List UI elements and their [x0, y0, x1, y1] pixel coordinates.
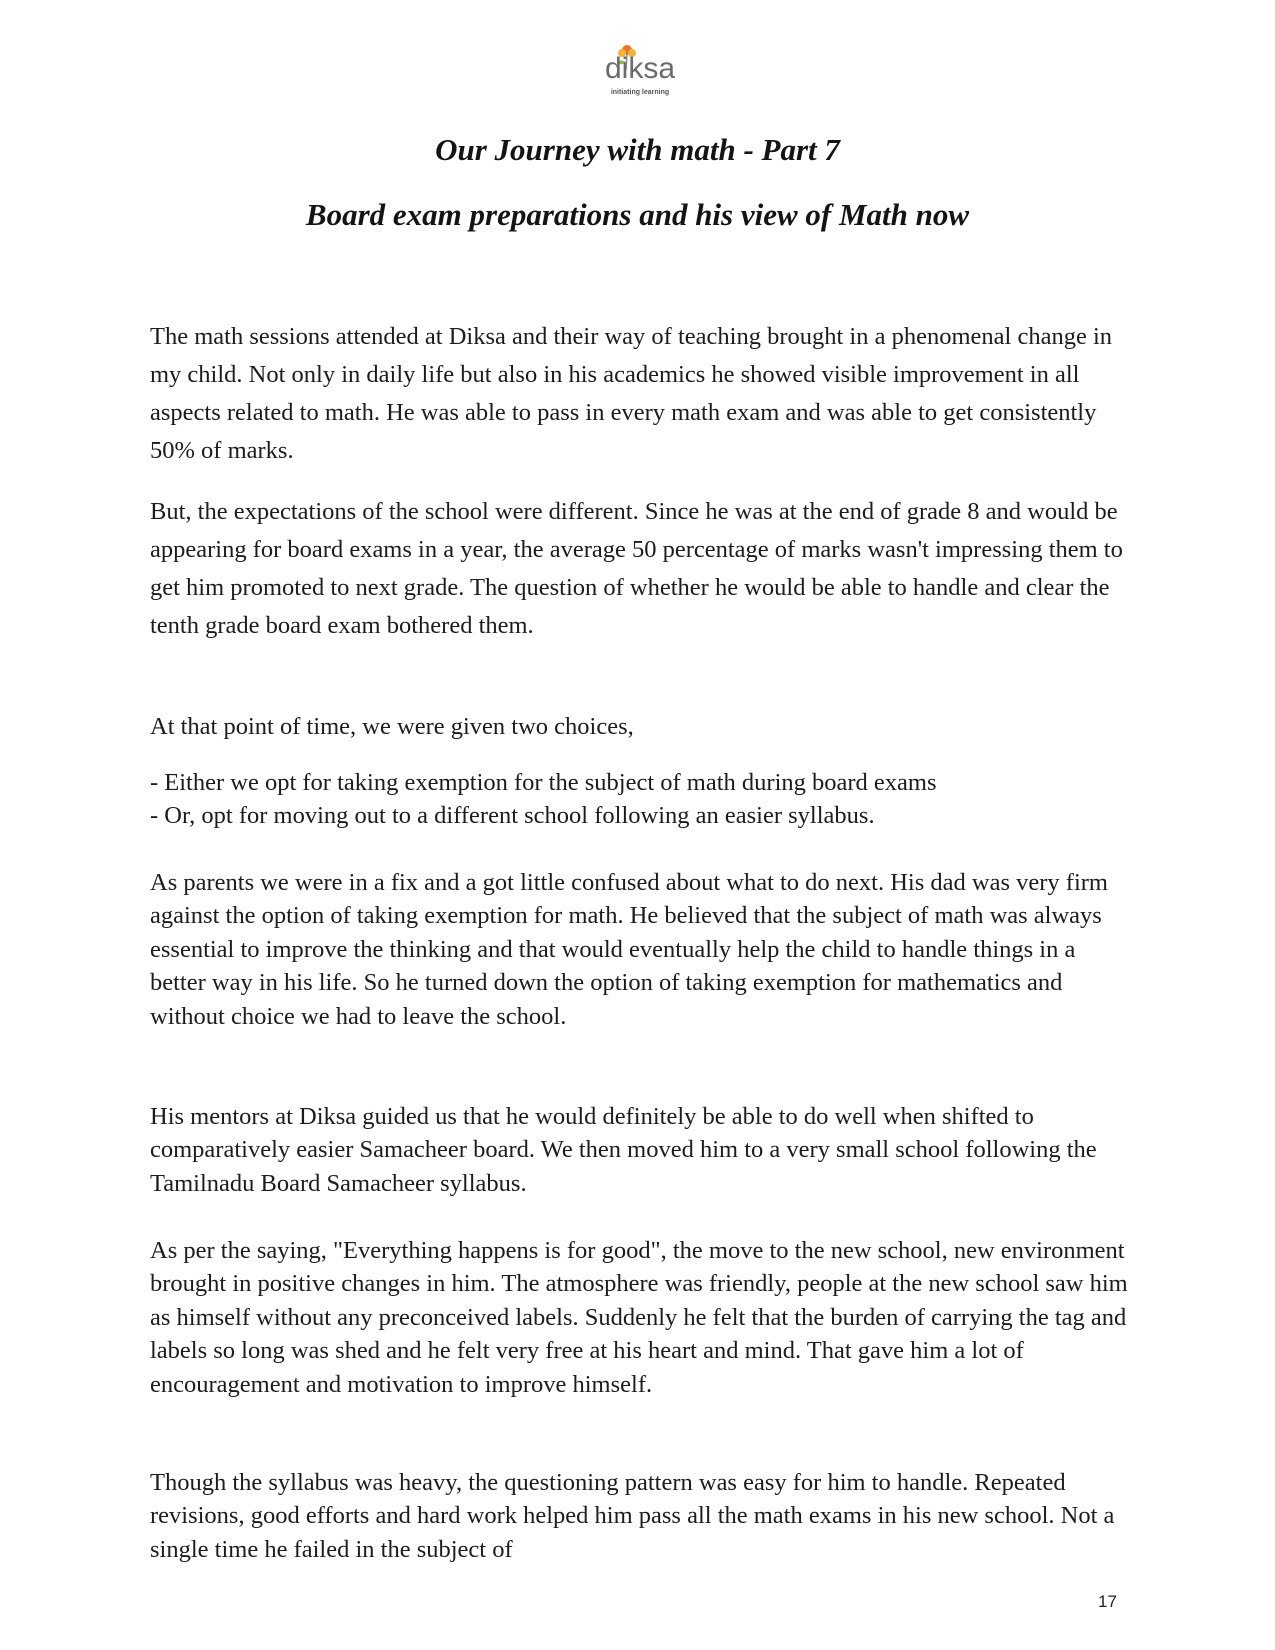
choices-list: [150, 766, 1135, 832]
diksa-logo-icon: [594, 44, 686, 104]
page-title: Our Journey with math - Part 7: [435, 132, 840, 167]
diksa-logo: [594, 44, 686, 104]
choice-item: - Either we opt for taking exemption for the subject of math during board exams: [150, 769, 937, 796]
paragraph-7: Though the syllabus was heavy, the questioning pattern was easy for him to handle. Repeated revisions, good efforts and hard work helped him pass all the math exams in his new school. Not a single time he failed in the subject of: [150, 1469, 1115, 1563]
page-subtitle: Board exam preparations and his view of Math now: [305, 197, 970, 232]
paragraph-4: As parents we were in a fix and a got little confused about what to do next. His dad was very firm against the option of taking exemption for math. He believed that the subject of math was always essential to improve the thinking and that would eventually help the child to handle things in a better way in his life. So he turned down the option of taking exemption for mathematics and without choice we had to leave the school.: [150, 869, 1108, 1030]
paragraph-6: As per the saying, "Everything happens is for good", the move to the new school, new environment brought in positive changes in him. The atmosphere was friendly, people at the new school saw him as himself without any preconceived labels. Suddenly he felt that the burden of carrying the tag and labels so long was shed and he felt very free at his heart and mind. That gave him a lot of encouragement and motivation to improve himself.: [150, 1237, 1128, 1398]
paragraph-2: But, the expectations of the school were different. Since he was at the end of grade 8 and would be appearing for board exams in a year, the average 50 percentage of marks wasn't impressing them to get him promoted to next grade. The question of whether he would be able to handle and clear the tenth grade board exam bothered them.: [150, 498, 1123, 639]
page-number: 17: [1098, 1592, 1117, 1611]
logo-wordmark: diksa: [604, 52, 676, 85]
logo-tagline: initiating learning: [610, 89, 670, 96]
choice-item: - Or, opt for moving out to a different school following an easier syllabus.: [150, 802, 875, 829]
paragraph-3: At that point of time, we were given two choices,: [150, 713, 634, 740]
paragraph-5: His mentors at Diksa guided us that he would definitely be able to do well when shifted to comparatively easier Samacheer board. We then moved him to a very small school following the Tamilnadu Board Samacheer syllabus.: [150, 1103, 1097, 1197]
paragraph-1: The math sessions attended at Diksa and their way of teaching brought in a phenomenal change in my child. Not only in daily life but also in his academics he showed visible improvement in all aspects related to math. He was able to pass in every math exam and was able to get consistently 50% of marks.: [150, 323, 1113, 464]
